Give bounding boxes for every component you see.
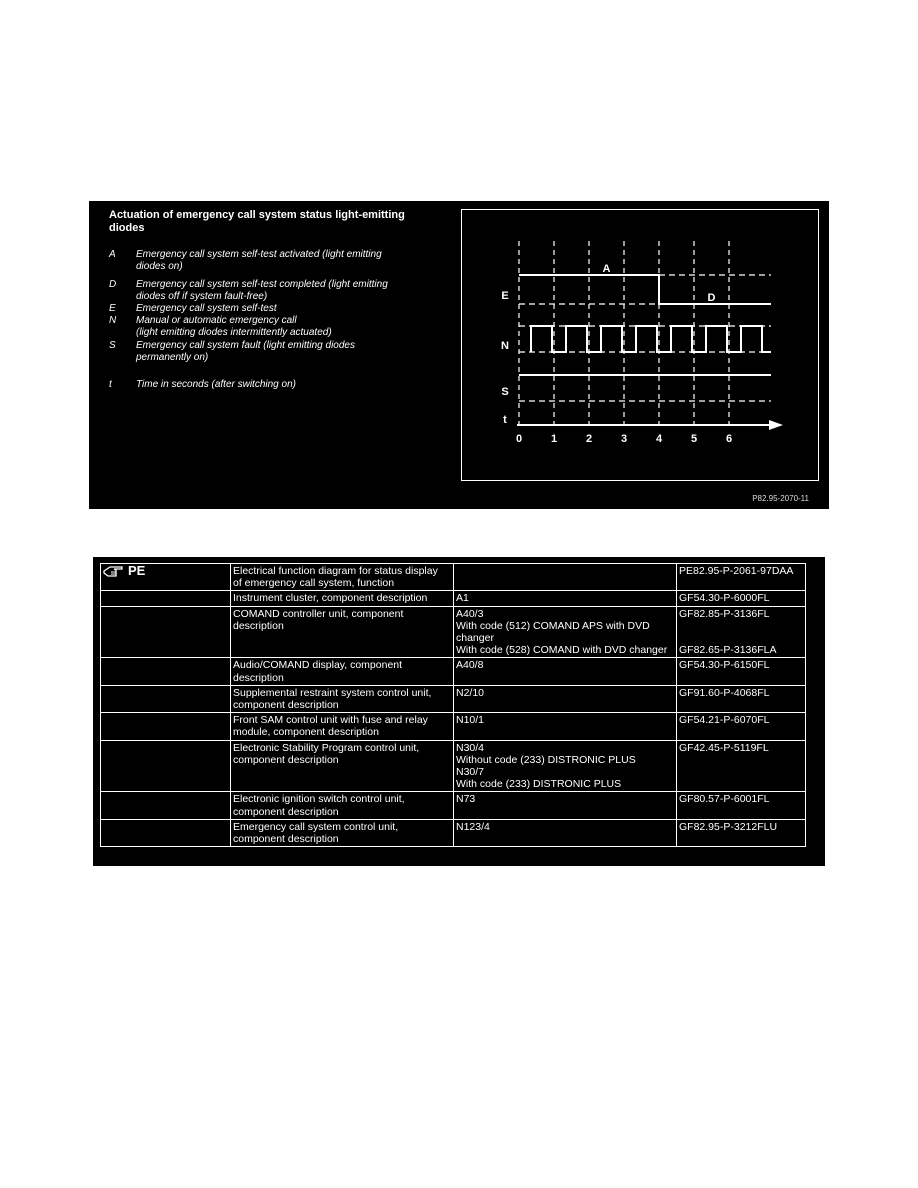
component-cell-line: N123/4 (456, 820, 490, 833)
reference-type-cell (101, 591, 231, 606)
axis-label-t: t (503, 414, 507, 426)
component-cell (454, 564, 677, 591)
document-number-cell (677, 564, 806, 591)
component-cell (454, 685, 677, 712)
reference-panel (93, 557, 825, 866)
document-number-cell (677, 685, 806, 712)
document-title-cell-line: Emergency call system control unit, (233, 820, 399, 833)
tick-label-5: 5 (690, 433, 698, 445)
tick-label-0: 0 (515, 433, 523, 445)
tick-label-6: 6 (725, 433, 733, 445)
component-cell-line: A40/3 (456, 607, 484, 620)
document-title-cell-line: module, component description (233, 726, 379, 739)
component-cell-line: Without code (233) DISTRONIC PLUS (456, 753, 636, 766)
tick-label-1: 1 (550, 433, 558, 445)
table-row (101, 792, 806, 819)
diagram-title: Actuation of emergency call system status light-emitting diodes (109, 209, 405, 234)
component-cell-line: With code (512) COMAND APS with DVD (456, 619, 650, 632)
document-title-cell-line: component description (233, 805, 339, 818)
figure-id: P82.95-2070-11 (752, 494, 809, 503)
document-number-cell-line: GF54.30-P-6000FL (679, 592, 770, 605)
reference-type-cell (101, 713, 231, 740)
document-title-cell-line: component description (233, 753, 339, 766)
component-cell (454, 591, 677, 606)
reference-type-cell (101, 819, 231, 846)
document-title-cell (231, 564, 454, 591)
document-title-cell-line: of emergency call system, function (233, 577, 395, 590)
component-cell-line: With code (233) DISTRONIC PLUS (456, 778, 622, 791)
document-title-cell (231, 591, 454, 606)
legend-description: Time in seconds (after switching on) (136, 379, 296, 390)
component-cell-line: N10/1 (456, 714, 485, 727)
timing-chart (461, 209, 819, 481)
table-row (101, 606, 806, 658)
spacer (679, 620, 803, 632)
document-number-cell-line: GF42.45-P-5119FL (679, 741, 769, 754)
component-cell-line: N30/7 (456, 766, 485, 779)
document-number-cell-line: GF82.85-P-3136FL (679, 607, 770, 620)
component-cell (454, 819, 677, 846)
document-number-cell (677, 740, 806, 792)
document-number-cell (677, 591, 806, 606)
document-number-cell (677, 819, 806, 846)
signal-n (531, 326, 771, 352)
legend-key: N (109, 315, 117, 326)
chart-labels (501, 263, 732, 445)
document-number-cell-line: GF82.95-P-3212FLU (679, 820, 778, 833)
tick-label-2: 2 (585, 433, 593, 445)
document-title-cell-line: description (233, 619, 284, 632)
document-number-cell (677, 713, 806, 740)
reference-type-cell (101, 606, 231, 658)
document-title-cell-line: component description (233, 833, 339, 846)
component-cell (454, 606, 677, 658)
document-number-cell-line: GF54.21-P-6070FL (679, 714, 770, 727)
component-cell-line: A40/8 (456, 659, 484, 672)
legend-description: Emergency call system self-test completed (light emitting diodes off if system fault-free) (136, 279, 388, 302)
reference-table (100, 563, 806, 847)
table-row (101, 740, 806, 792)
mark-a: A (602, 263, 611, 275)
table-row (101, 658, 806, 685)
component-cell-line: N2/10 (456, 686, 485, 699)
legend-description: Emergency call system self-test (136, 303, 277, 314)
tick-label-4: 4 (655, 433, 663, 445)
mark-d: D (707, 292, 716, 304)
reference-type-cell (101, 792, 231, 819)
table-row (101, 591, 806, 606)
document-title-cell-line: component description (233, 699, 339, 712)
document-title-cell (231, 819, 454, 846)
component-cell-line: With code (528) COMAND with DVD changer (456, 644, 668, 657)
document-title-cell (231, 685, 454, 712)
legend-key: t (109, 379, 112, 390)
reference-type-cell (101, 685, 231, 712)
table-row (101, 713, 806, 740)
reference-type-cell (101, 740, 231, 792)
table-row (101, 564, 806, 591)
legend-key: E (109, 303, 116, 314)
time-axis-arrow (769, 420, 783, 430)
reference-type-cell (101, 564, 231, 591)
document-title-cell-line: Supplemental restraint system control unit, (233, 686, 432, 699)
diagram-panel (89, 201, 829, 509)
spacer (679, 632, 803, 644)
signal-e (519, 275, 771, 304)
document-title-cell (231, 713, 454, 740)
component-cell-line: N30/4 (456, 741, 485, 754)
reference-type-cell (101, 658, 231, 685)
component-cell (454, 740, 677, 792)
document-title-cell-line: Audio/COMAND display, component (233, 659, 403, 672)
document-title-cell-line: Electronic ignition switch control unit, (233, 793, 405, 806)
document-number-cell-line: GF82.65-P-3136FLA (679, 643, 777, 656)
legend-key: D (109, 279, 117, 290)
legend-description: Emergency call system fault (light emitting diodes permanently on) (136, 340, 355, 363)
document-number-cell (677, 792, 806, 819)
document-title-cell-line: COMAND controller unit, component (233, 607, 404, 620)
row-label-n: N (501, 340, 509, 352)
row-label-s: S (501, 386, 509, 398)
document-title-cell-line: description (233, 671, 284, 684)
component-cell-line: N73 (456, 793, 476, 806)
legend-key: A (109, 249, 116, 260)
document-number-cell-line: GF91.60-P-4068FL (679, 686, 770, 699)
document-title-cell-line: Front SAM control unit with fuse and relay (233, 714, 428, 727)
tick-label-3: 3 (620, 433, 628, 445)
legend-description: Emergency call system self-test activated (light emitting diodes on) (136, 249, 382, 272)
document-number-cell-line: GF80.57-P-6001FL (679, 793, 770, 806)
component-cell (454, 658, 677, 685)
document-number-cell-line: PE82.95-P-2061-97DAA (679, 565, 794, 577)
chart-guides (519, 241, 771, 425)
component-cell-line: changer (456, 632, 494, 645)
component-cell (454, 713, 677, 740)
legend-description: Manual or automatic emergency call (light emitting diodes intermittently actuated) (136, 315, 332, 338)
document-title-cell (231, 740, 454, 792)
pointing-hand-icon (103, 565, 125, 578)
document-number-cell-line: GF54.30-P-6150FL (679, 659, 770, 672)
component-cell-line: A1 (456, 592, 469, 605)
document-title-cell-line: Electrical function diagram for status display (233, 565, 438, 577)
component-cell (454, 792, 677, 819)
table-row (101, 685, 806, 712)
document-number-cell (677, 606, 806, 658)
legend-key: S (109, 340, 116, 351)
pe-logo (103, 565, 145, 578)
document-title-cell-line: Electronic Stability Program control unit, (233, 741, 420, 754)
document-title-cell (231, 792, 454, 819)
pe-logo-text: PE (128, 563, 146, 579)
table-row (101, 819, 806, 846)
row-label-e: E (501, 290, 509, 302)
document-title-cell (231, 658, 454, 685)
document-number-cell (677, 658, 806, 685)
document-title-cell-line: Instrument cluster, component description (233, 592, 428, 605)
document-title-cell (231, 606, 454, 658)
